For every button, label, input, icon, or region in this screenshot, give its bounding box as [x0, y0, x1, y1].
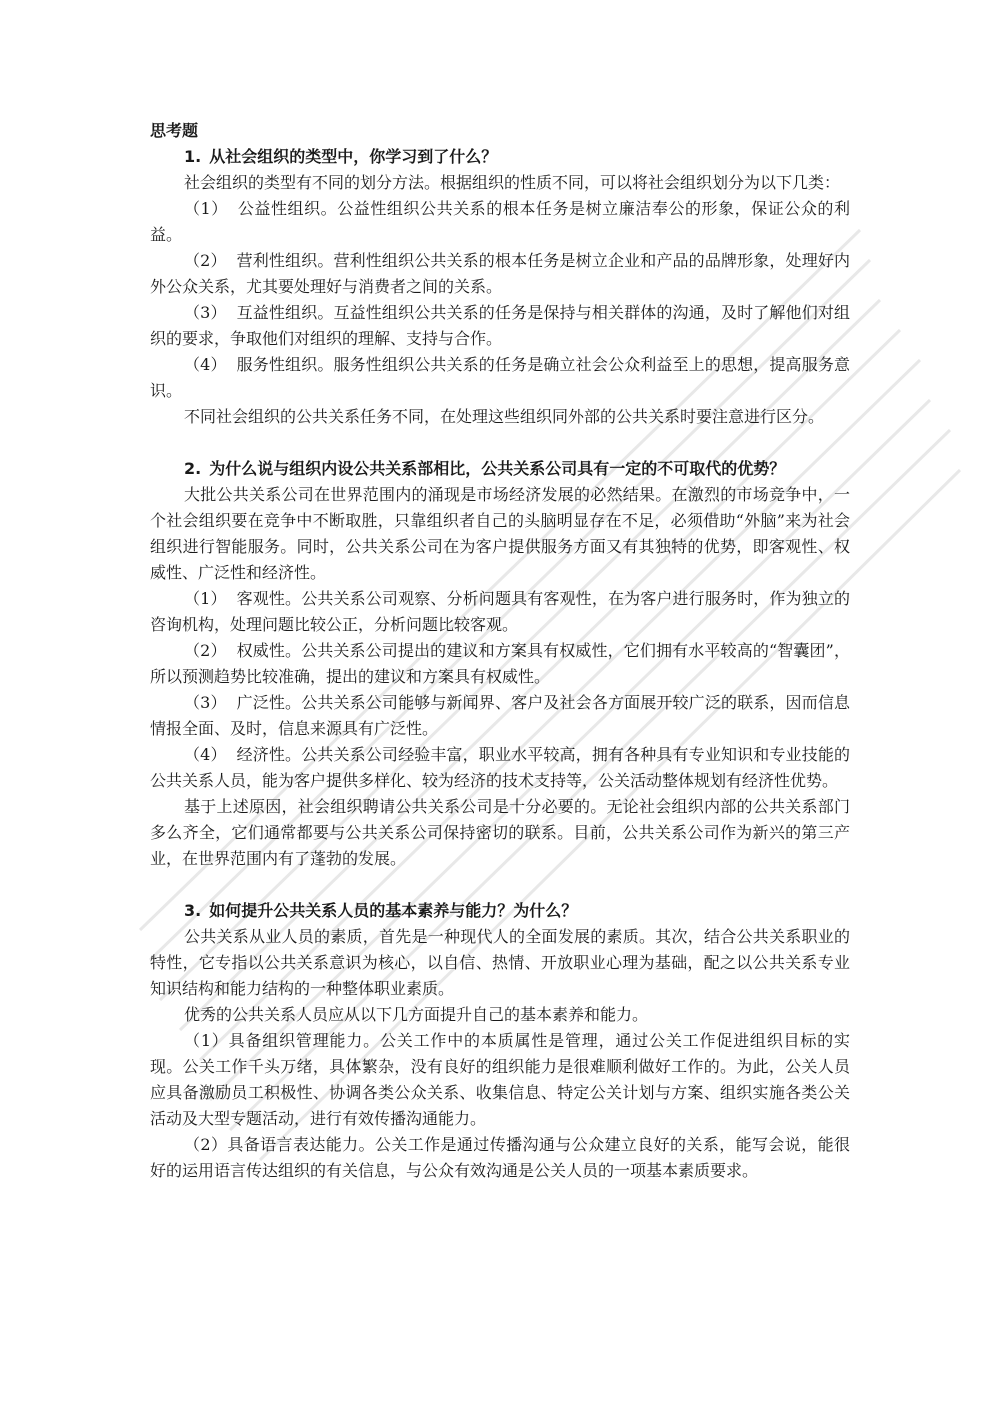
list-item-text: 具备组织管理能力。公关工作中的本质属性是管理，通过公关工作促进组织目标的实现。公关工作千头万绪，具体繁杂，没有良好的组织能力是很难顺利做好工作的。为此，公关人员应具备激励员工积极性、协调各类公众关系、收集信息、特定公关计划与方案、组织实施各类公关活动及大型专题活动，进行有效传播沟通能力。 [150, 1031, 850, 1128]
list-item [150, 638, 850, 690]
list-item-text: 具备语言表达能力。公关工作是通过传播沟通与公众建立良好的关系，能写会说，能很好的运用语言传达组织的有关信息，与公众有效沟通是公关人员的一项基本素质要求。 [150, 1135, 850, 1180]
section-spacer [150, 430, 850, 456]
list-marker: （2） [184, 251, 227, 270]
paragraph: 不同社会组织的公共关系任务不同，在处理这些组织同外部的公共关系时要注意进行区分。 [184, 407, 825, 426]
list-item [150, 300, 850, 352]
paragraph: 基于上述原因，社会组织聘请公共关系公司是十分必要的。无论社会组织内部的公共关系部门多么齐全，它们通常都要与公共关系公司保持密切的联系。目前，公共关系公司作为新兴的第三产业，在世界范围内有了蓬勃的发展。 [150, 797, 850, 868]
question-2 [150, 456, 850, 482]
list-item-text: 营利性组织。营利性组织公共关系的根本任务是树立企业和产品的品牌形象，处理好内外公众关系，尤其要处理好与消费者之间的关系。 [150, 251, 850, 296]
list-item [150, 742, 850, 794]
section-spacer [150, 872, 850, 898]
question-text: 为什么说与组织内设公共关系部相比，公共关系公司具有一定的不可取代的优势？ [209, 459, 786, 478]
list-item-text: 广泛性。公共关系公司能够与新闻界、客户及社会各方面展开较广泛的联系，因而信息情报全面、及时，信息来源具有广泛性。 [150, 693, 850, 738]
list-item-text: 互益性组织。互益性组织公共关系的任务是保持与相关群体的沟通，及时了解他们对组织的要求，争取他们对组织的理解、支持与合作。 [150, 303, 850, 348]
list-marker: （1） [184, 589, 227, 608]
list-item [150, 586, 850, 638]
list-item-text: 权威性。公共关系公司提出的建议和方案具有权威性，它们拥有水平较高的“智囊团”，所以预测趋势比较准确，提出的建议和方案具有权威性。 [150, 641, 850, 686]
question-text: 从社会组织的类型中，你学习到了什么？ [209, 147, 498, 166]
paragraph: 优秀的公共关系人员应从以下几方面提升自己的基本素养和能力。 [184, 1005, 649, 1024]
list-item [150, 1132, 850, 1184]
paragraph: 大批公共关系公司在世界范围内的涌现是市场经济发展的必然结果。在激烈的市场竞争中，一个社会组织要在竞争中不断取胜，只靠组织者自己的头脑明显存在不足，必须借助“外脑”来为社会组织进行智能服务。同时，公共关系公司在为客户提供服务方面又有其独特的优势，即客观性、权威性、广泛性和经济性。 [150, 485, 850, 582]
list-marker: （4） [184, 355, 227, 374]
list-item-text: 服务性组织。服务性组织公共关系的任务是确立社会公众利益至上的思想，提高服务意识。 [150, 355, 850, 400]
page-title: 思考题 [150, 121, 199, 140]
list-item-text: 公益性组织。公益性组织公共关系的根本任务是树立廉洁奉公的形象，保证公众的利益。 [150, 199, 850, 244]
list-marker: （3） [184, 303, 227, 322]
document-page [150, 118, 850, 1184]
list-marker: （1） [184, 1031, 229, 1050]
list-marker: （1） [184, 199, 228, 218]
question-number: 2. [184, 459, 202, 478]
question-number: 1. [184, 147, 202, 166]
question-3 [150, 898, 850, 924]
list-marker: （3） [184, 693, 227, 712]
list-item [150, 248, 850, 300]
list-marker: （2） [184, 641, 227, 660]
question-number: 3. [184, 901, 202, 920]
list-item [150, 352, 850, 404]
list-marker: （4） [184, 745, 227, 764]
list-item-text: 客观性。公共关系公司观察、分析问题具有客观性，在为客户进行服务时，作为独立的咨询机构，处理问题比较公正，分析问题比较客观。 [150, 589, 850, 634]
list-item [150, 1028, 850, 1132]
list-item [150, 196, 850, 248]
list-item [150, 690, 850, 742]
paragraph: 社会组织的类型有不同的划分方法。根据组织的性质不同，可以将社会组织划分为以下几类： [184, 173, 841, 192]
paragraph: 公共关系从业人员的素质，首先是一种现代人的全面发展的素质。其次，结合公共关系职业的特性，它专指以公共关系意识为核心，以自信、热情、开放职业心理为基础，配之以公共关系专业知识结构和能力结构的一种整体职业素质。 [150, 927, 850, 998]
list-marker: （2） [184, 1135, 228, 1154]
question-text: 如何提升公共关系人员的基本素养与能力？为什么？ [209, 901, 578, 920]
list-item-text: 经济性。公共关系公司经验丰富，职业水平较高，拥有各种具有专业知识和专业技能的公共关系人员，能为客户提供多样化、较为经济的技术支持等，公关活动整体规划有经济性优势。 [150, 745, 850, 790]
question-1 [150, 144, 850, 170]
